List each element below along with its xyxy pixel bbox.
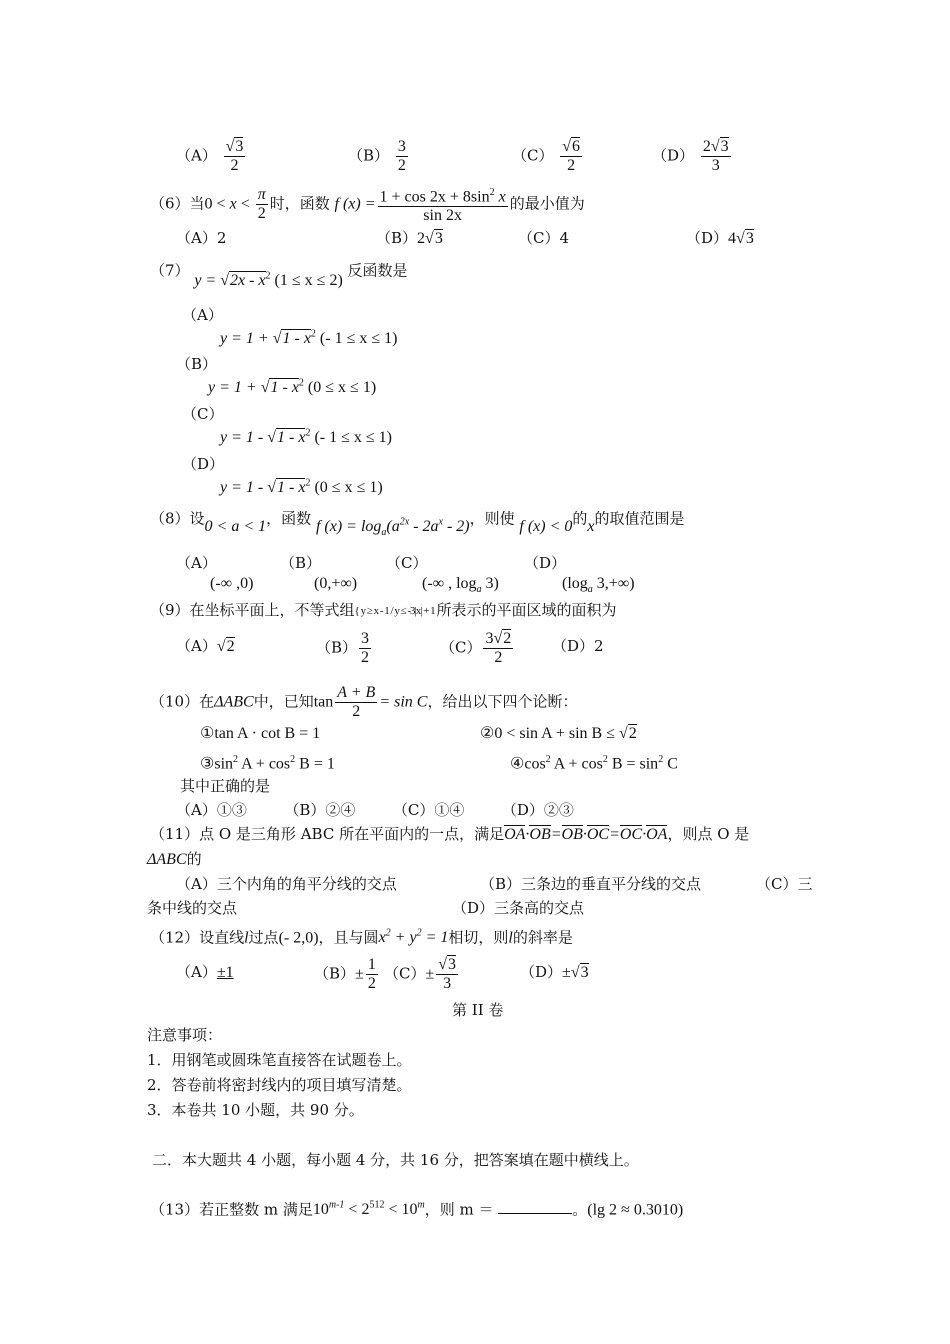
q6-option-b: （B）2√3 [376,229,443,247]
q9-option-d: （D）2 [552,637,604,655]
question-10: （10）在ΔABC中，已知tan $\frac{A + B}{2}$ = sin C，给出以下四个论断： [150,684,578,720]
statement-3: $③\sin^2$ $A + \cos^2 B = 1$ [200,754,335,773]
option-label: （C） [512,146,554,165]
option-label: （A） [176,146,217,165]
notes-heading: 注意事项： [147,1026,223,1044]
q7-option-b: （B） $y = 1 + √1 - x^2$ (0 ≤ x ≤ 1) [176,355,377,397]
q11-option-a: （A）三个内角的角平分线的交点 [176,875,397,893]
statement-1: ①tan A · cot B = 1 [200,725,321,742]
q11-option-d: （D）三条高的交点 [452,899,585,917]
q6-option-c: （C）4 [518,229,570,247]
q11-option-b: （B）三条边的垂直平分线的交点 [480,875,702,893]
q12-option-c: （C）± $\frac{√3}{3}$ [384,956,457,992]
question-6: （6）当0 < x < $\frac{\pi}{2}$ 时，函数 f (x) = $\frac{1 + \cos 2x + 8\sin^2 x}{\sin 2x}$ 的最小值为 [150,184,585,225]
question-11: （11）点 O 是三角形 ABC 所在平面内的一点，满足OA·OB=OB·OC=OC·OA，则点 O 是 [150,825,750,843]
note-2: 2．答卷前将密封线内的项目填写清楚。 [147,1076,412,1094]
question-12: （12）设直线l过点(- 2,0)，且与圆$x^2 + y^2 = 1$相切，则l的斜率是 [150,928,573,947]
correct-prompt: 其中正确的是 [180,777,271,795]
question-13: （13）若正整数 m 满足$10^{m-1} < 2^{512} < 10^m$，则 m ＝ 。(lg 2 ≈ 0.3010) [150,1200,684,1219]
statement-2: ②0 < sin A + sin B ≤ √2 [480,725,637,742]
q8-option-d: （D） ($\log_a$ 3,+∞) [524,554,635,596]
option-label: （D） [652,146,695,165]
note-3: 3．本卷共 10 小题，共 90 分。 [147,1101,364,1119]
q9-option-b: （B） $\frac{3}{2}$ [316,630,370,666]
q12-option-d: （D）±√3 [520,963,589,981]
section-2-heading: 二．本大题共 4 小题，每小题 4 分，共 16 分，把答案填在题中横线上。 [152,1151,639,1169]
q11-line2: ΔABC的 [147,850,202,868]
q8-option-a: （A） (-∞ ,0) [176,554,254,592]
note-1: 1．用钢笔或圆珠笔直接答在试题卷上。 [147,1051,412,1069]
q5-option-d: （D） $\frac{2√3}{3}$ [652,138,729,174]
question-8: （8）设0 < a < 1，函数 f $(x) = \log_a(a^{2x} - 2a^x - 2)$，则使 f (x) < 0的x的取值范围是 [150,509,685,539]
q7-option-a: （A） $y = 1 + √1 - x^2$ (- 1 ≤ x ≤ 1) [182,306,398,348]
q11-option-c: （C）三 [756,875,813,893]
q5-option-b: （B） $\frac{3}{2}$ [348,138,406,174]
q7-option-d: （D） $y = 1 - √1 - x^2$ (0 ≤ x ≤ 1) [182,455,383,497]
question-7: （7） $y = √2x - x^2$ (1 ≤ x ≤ 2) 反函数是 [150,261,408,290]
q5-option-a: （A） $\frac{√3}{2}$ [176,138,244,174]
answer-blank[interactable] [498,1199,572,1214]
q6-option-a: （A）2 [176,229,227,247]
q8-option-b: （B） (0,+∞) [280,554,358,592]
q6-option-d: （D）4√3 [686,229,754,247]
q8-option-c: （C） (-∞ , $\log_a 3$) [386,554,499,596]
q7-option-c: （C） $y = 1 - √1 - x^2$ (- 1 ≤ x ≤ 1) [182,405,392,447]
statement-4: $④\cos^2$ $A + \cos^2 B = \sin^2 C$ [510,754,678,773]
q12-option-b: （B）± $\frac{1}{2}$ [314,956,376,992]
question-9: （9）在坐标平面上，不等式组{ y ≥ x - 1 / y ≤ -3|x| + 1 所表示的平面区域的面积为 [150,601,617,619]
q12-option-a: （A）±1 [176,963,234,981]
q5-option-c: （C） $\frac{√6}{2}$ [512,138,581,174]
q9-option-c: （C） $\frac{3√2}{2}$ [440,630,512,666]
part2-title: 第 II 卷 [452,1001,504,1019]
q11-option-c-cont: 条中线的交点 [147,899,238,917]
option-label: （B） [348,146,390,165]
q9-option-a: （A）√2 [176,637,235,655]
q10-options: （A）①③ （B）②④ （C）①④ （D）②③ [176,801,574,819]
